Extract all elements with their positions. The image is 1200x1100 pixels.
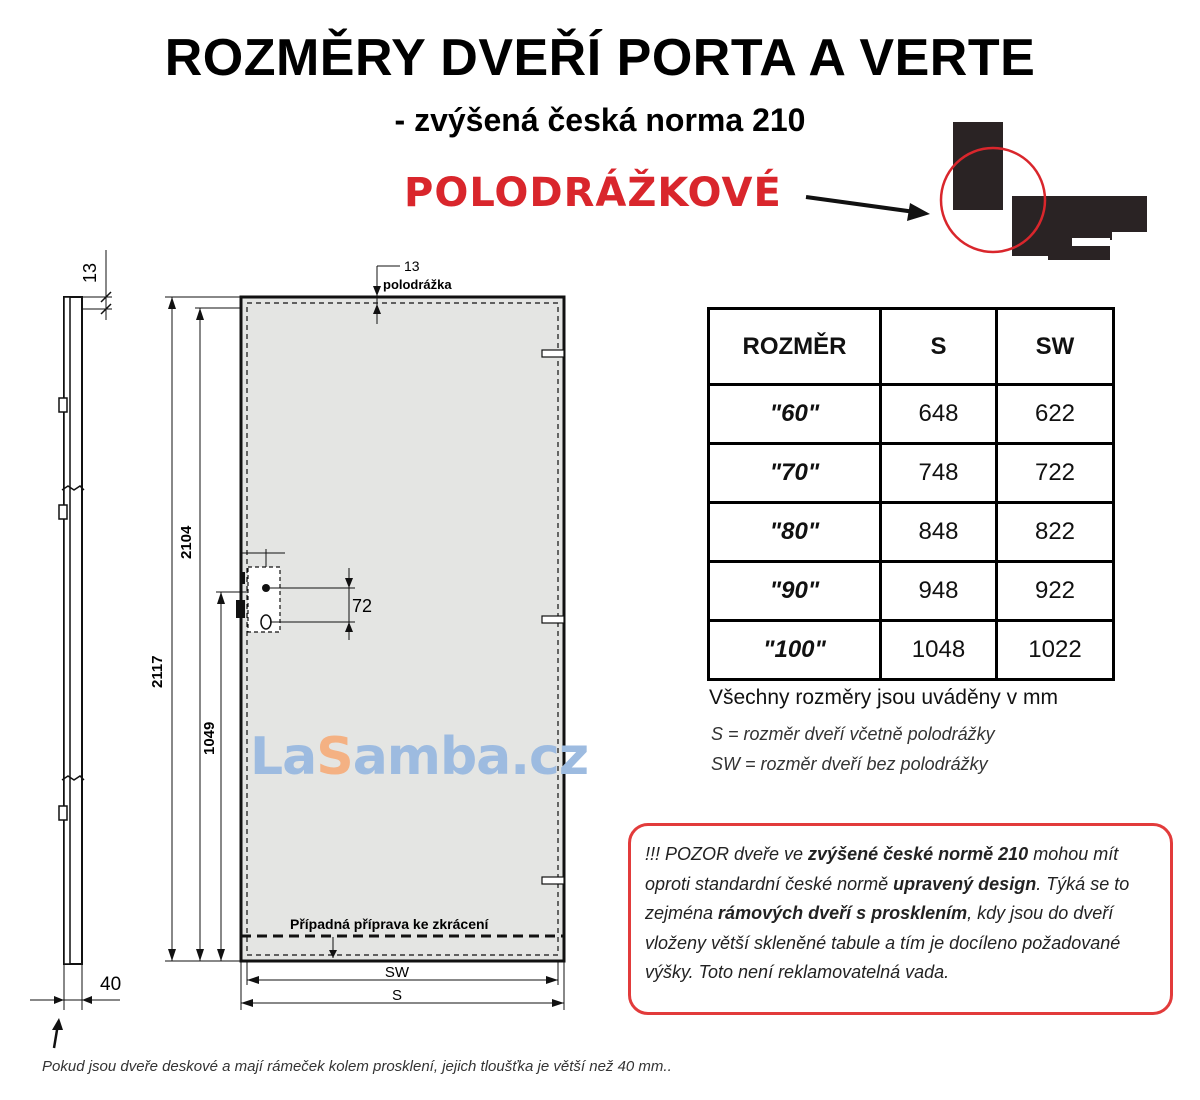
rebate-profile-icon [941,122,1147,260]
door-type-label: POLODRÁŽKOVÉ [404,170,782,216]
header-sw: SW [997,309,1114,385]
dim-rebate-side: 13 [80,262,100,283]
legend-sw: SW = rozměr dveří bez polodrážky [711,754,988,774]
size-table [707,307,1115,681]
dim-sw: SW [384,964,410,981]
units-note: Všechny rozměry jsou uváděny v mm [709,686,1058,709]
dim-outer-height: 2117 [149,655,166,688]
row-sw: 822 [997,503,1114,562]
row-sw: 722 [997,444,1114,503]
pointer-arrow [806,197,930,221]
dim-handle-height: 1049 [201,721,218,755]
header-s: S [881,309,997,385]
row-label: "80" [709,503,881,562]
warning-box: !!! POZOR dveře ve zvýšené české normě 210 mohou mít oproti standardní české normě upravený design. Týká se to zejména rámových dveří s prosklením, kdy jsou do dveří vloženy větší skleněné tabule a tím je docíleno požadované výšky. Toto není reklamovatelná vada. [628,823,1173,1015]
table-row [709,503,1114,562]
door-side-profile [30,250,121,1048]
page-subtitle: - zvýšená česká norma 210 [394,102,806,138]
page-title: ROZMĚRY DVEŘÍ PORTA A VERTE [164,29,1036,87]
row-s: 1048 [881,621,997,680]
dim-heights [149,297,248,961]
dim-s: S [391,987,403,1004]
row-s: 848 [881,503,997,562]
table-header-row [709,309,1114,385]
cut-note: Případná příprava ke zkrácení [290,916,489,932]
row-sw: 622 [997,385,1114,444]
table-row [709,444,1114,503]
table-row [709,621,1114,680]
dim-thickness: 40 [100,974,122,995]
row-sw: 1022 [997,621,1114,680]
row-s: 648 [881,385,997,444]
table-row [709,562,1114,621]
row-label: "70" [709,444,881,503]
row-sw: 922 [997,562,1114,621]
footnote: Pokud jsou dveře deskové a mají rámeček kolem prosklení, jejich tloušťka je větší než 40 mm.. [42,1058,672,1075]
header-size: ROZMĚR [709,309,881,385]
row-label: "100" [709,621,881,680]
dim-widths [241,961,564,1010]
row-s: 948 [881,562,997,621]
dim-rebate-top: 13 [404,258,420,274]
door-leaf [236,297,564,961]
row-s: 748 [881,444,997,503]
dim-inner-height: 2104 [178,525,195,559]
legend-s: S = rozměr dveří včetně polodrážky [711,724,995,744]
dim-lock-spacing: 72 [352,596,373,616]
row-label: "90" [709,562,881,621]
watermark-logo: LaSamba.cz [250,727,589,787]
table-row [709,385,1114,444]
row-label: "60" [709,385,881,444]
rebate-label: polodrážka [383,277,452,292]
